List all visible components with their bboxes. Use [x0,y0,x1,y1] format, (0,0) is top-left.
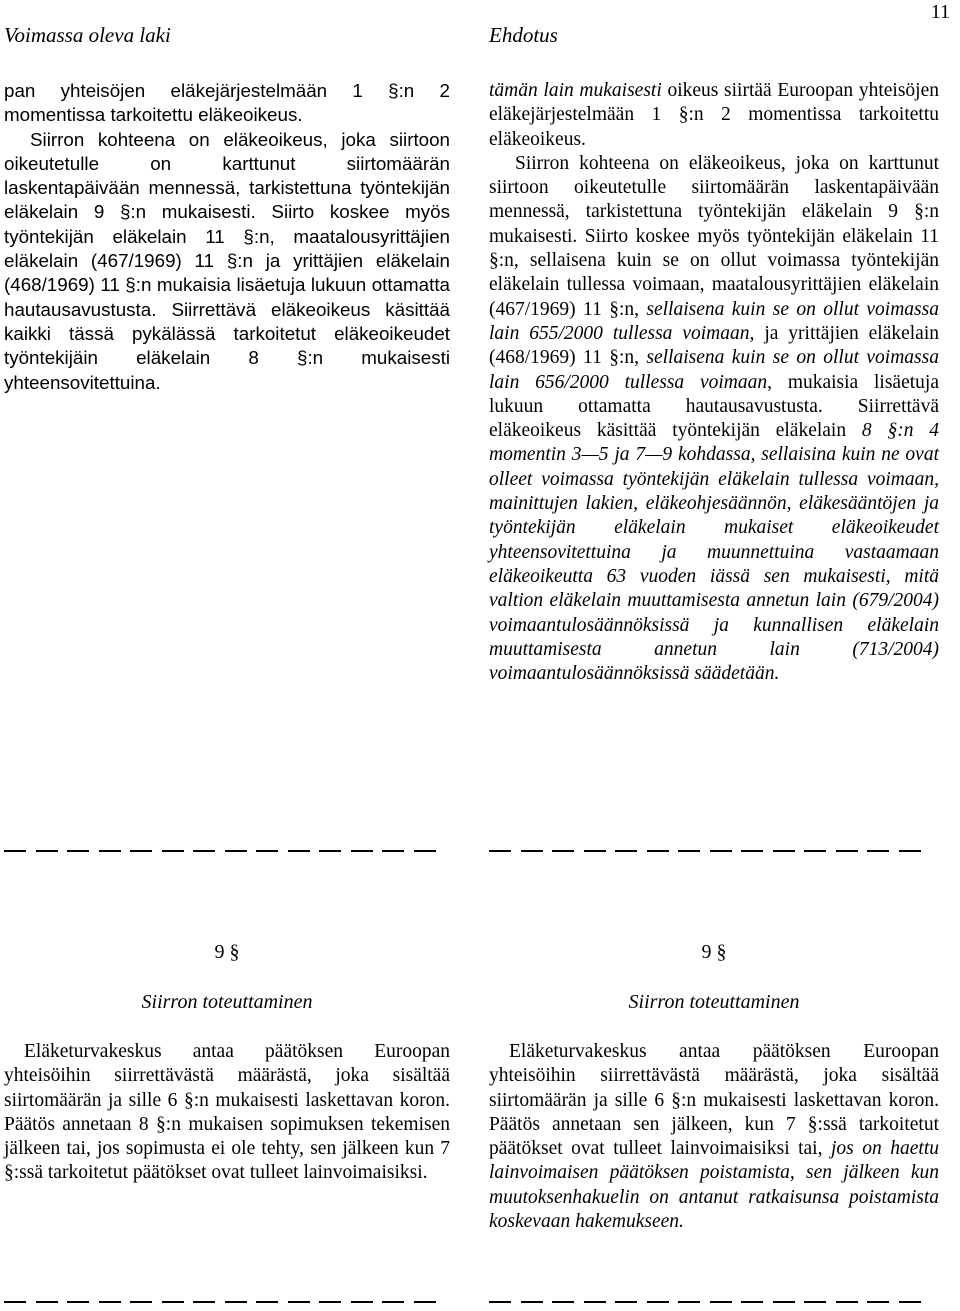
separator-dashes [4,1301,436,1303]
separator-dashes [489,850,921,852]
text-run: , mukaisia lisäetuja lukuun ottamatta hautausavustusta. Siirrettävä eläkeoikeus käsittää työntekijän eläkelain [489,371,939,442]
paragraph: Eläketurvakeskus antaa päätöksen Euroopan yhteisöihin siirrettävästä määrästä, joka sisältää siirtomäärän ja sille 6 §:n mukaisesti laskettavan koron. Päätös annetaan 8 §:n mukaisen sopimuksen tekemisen jälkeen tai, jos sopimusta ei ole tehty, sen jälkeen kun 7 §:ssä tarkoitetut päätökset ovat tulleet lainvoimaisiksi. [4,1041,450,1184]
paragraph [489,79,939,152]
text-run: ja yrittäjien eläkelain (468/1969) 11 §:n, [489,322,939,369]
paragraph: pan yhteisöjen eläkejärjestelmään 1 §:n 2 momentissa tarkoitettu eläkeoikeus. [4,80,450,126]
current-law-text [4,79,450,395]
emphasis: 8 §:n 4 momentin 3—5 ja 7—9 kohdassa, sellaisina kuin ne ovat olleet voimassa työntekijän eläkelain tullessa voimaan, mainittujen lakien, eläkeohjesäännön, eläkesääntöjen ja työntekijän eläkelain mukaiset eläkeoikeudet yhteensovitettuina ja muunnettuina vastaamaan eläkeoikeutta 63 vuoden iässä sen mukaisesti, mitä valtion eläkelain muuttamisesta annetun lain (679/2004) voimaantulosäännöksissä ja kunnallisen eläkelain muuttamisesta annetun lain (713/2004) voimaantulosäännöksissä säädetään. [489,420,939,685]
text-run: Siirron kohteena on eläkeoikeus, joka on karttunut siirtoon oikeutetulle siirtomäärän laskentapäivään mennessä, tarkistettuna työntekijän eläkelain 9 §:n mukaisesti. Siirto koskee myös työntekijän eläkelain 11 §:n, sellaisena kuin se on ollut voimassa työntekijän eläkelain tullessa voimaan, maatalousyrittäjien eläkelain (467/1969) 11 §:n, [489,152,939,320]
emphasis: tämän lain mukaisesti [489,80,662,101]
section-title: Siirron toteuttaminen [628,991,800,1013]
section-title: Siirron toteuttaminen [141,991,313,1013]
emphasis: sellaisena kuin se on ollut voimassa lain 655/2000 tullessa voimaan, [489,298,939,344]
section-text [4,1040,450,1186]
section-number: 9 § [214,941,240,963]
page-number: 11 [930,1,950,23]
text-run: Eläketurvakeskus antaa päätöksen Euroopan yhteisöihin siirrettävästä määrästä, joka sisältää siirtomäärän ja sille 6 §:n mukaisesti laskettavan koron. Päätös annetaan sen jälkeen, kun 7 §:ssä tarkoitetut päätökset ovat tulleet lainvoimaisiksi tai, [489,1041,939,1160]
emphasis: jos on haettu lainvoimaisen päätöksen poistamista, sen jälkeen kun muutoksenhakuelin on antanut ratkaisunsa poistamista koskevaan hakemukseen. [489,1138,939,1233]
separator-dashes [489,1301,921,1303]
proposal-header: Ehdotus [489,23,558,47]
paragraph [489,152,939,687]
section-text [489,1040,939,1234]
paragraph: Siirron kohteena on eläkeoikeus, joka siirtoon oikeutetulle on karttunut siirtomäärän laskentapäivään mennessä, tarkistettuna työntekijän eläkelain 9 §:n mukaisesti. Siirto koskee myös työntekijän eläkelain 11 §:n, maatalousyrittäjien eläkelain (467/1969) 11 §:n ja yrittäjien eläkelain (468/1969) 11 §:n mukaisia lisäetuja lukuun ottamatta hautausavustusta. Siirrettävä eläkeoikeus käsittää kaikki tässä pykälässä tarkoitetut eläkeoikeudet työntekijäin eläkelain 8 §:n mukaisesti yhteensovitettuina. [4,128,450,393]
section-number: 9 § [701,941,727,963]
text-run: oikeus siirtää Euroopan yhteisöjen eläkejärjestelmään 1 §:n 2 momentissa tarkoitettu eläkeoikeus. [489,80,939,150]
separator-dashes [4,850,436,852]
current-law-header: Voimassa oleva laki [4,23,171,47]
proposal-text [489,79,939,686]
emphasis: sellaisena kuin se on ollut voimassa lain 656/2000 tullessa voimaan [489,347,939,393]
paragraph [489,1040,939,1234]
